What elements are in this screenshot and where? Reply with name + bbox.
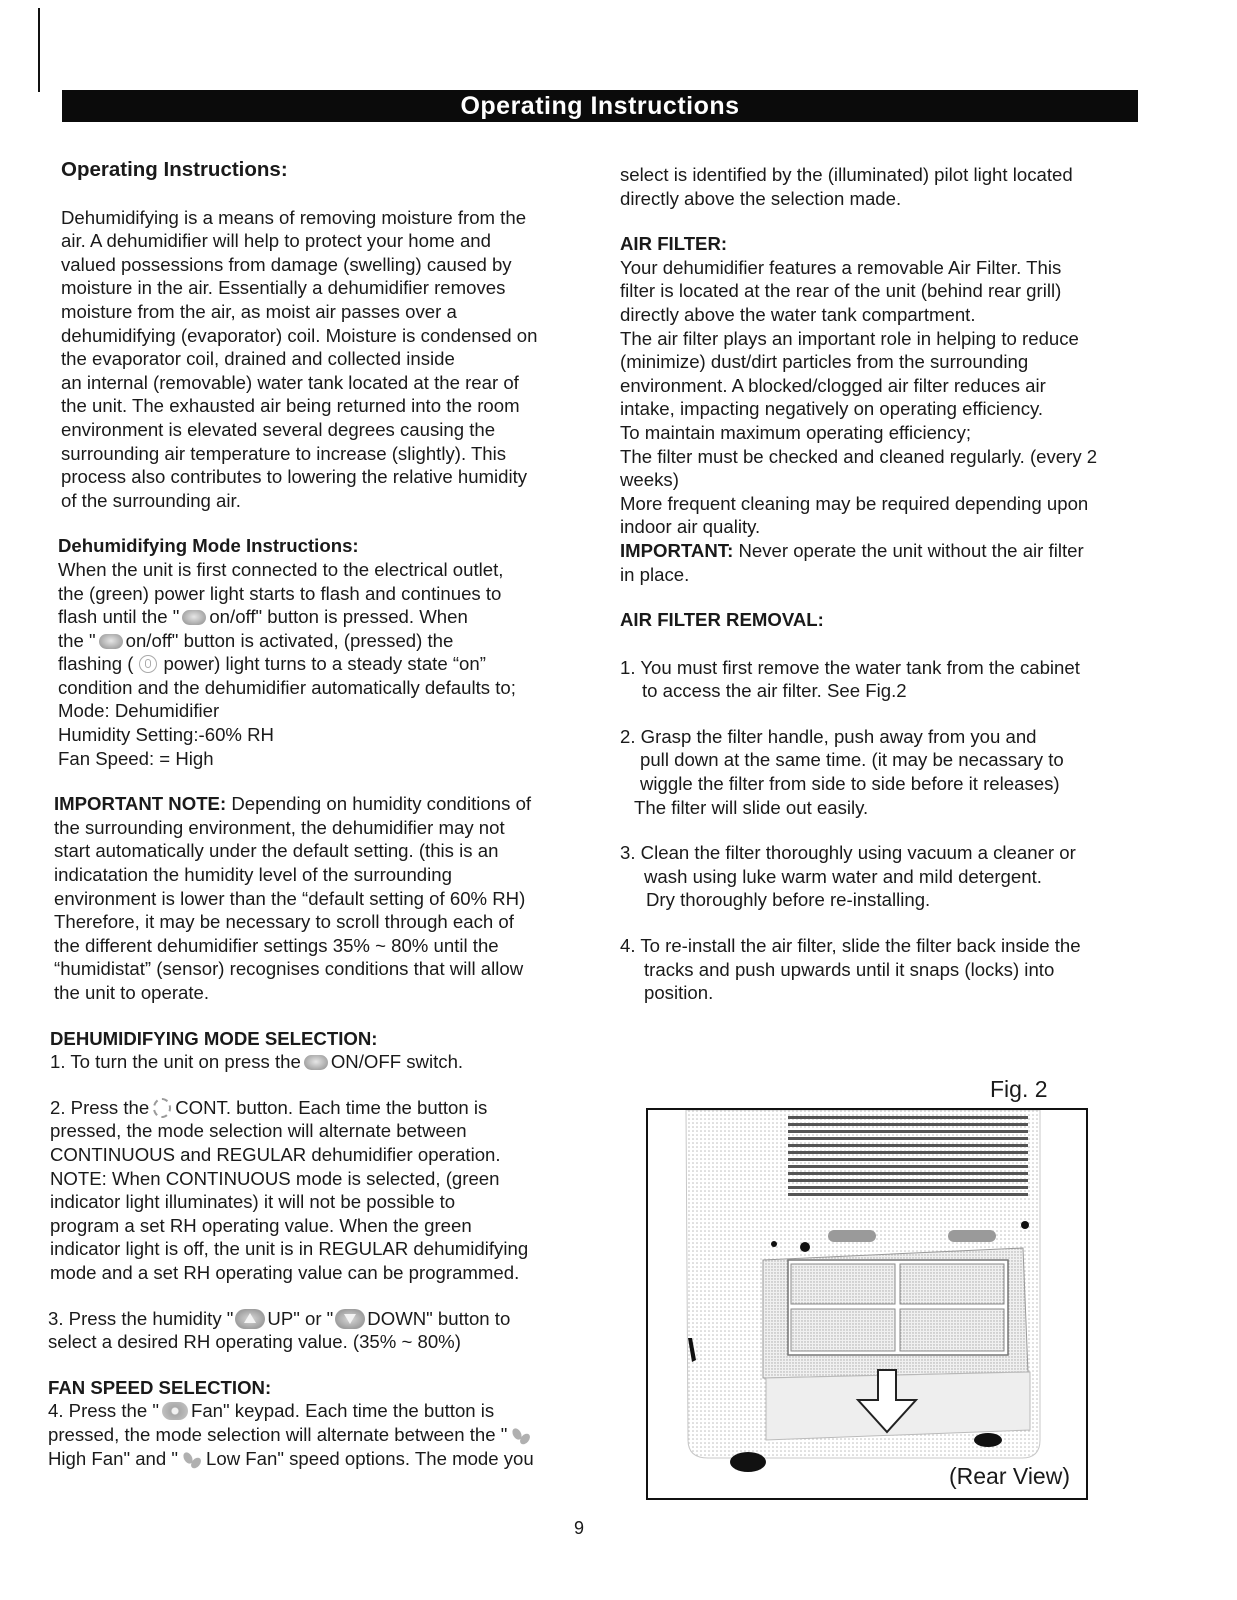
figure-label: Fig. 2 bbox=[990, 1076, 1048, 1102]
step-part: 1. To turn the unit on press the bbox=[50, 1051, 301, 1073]
air-filter-heading: AIR FILTER: bbox=[620, 233, 728, 255]
continuous-icon bbox=[153, 1098, 171, 1118]
figure-caption: (Rear View) bbox=[949, 1463, 1070, 1489]
step-part: ON/OFF switch. bbox=[330, 1051, 464, 1073]
intro-line: dehumidifying (evaporator) coil. Moisture is condensed on bbox=[61, 324, 538, 346]
note-line: Therefore, it may be necessary to scroll through each of bbox=[54, 911, 514, 933]
mode-instructions bbox=[48, 534, 583, 770]
fan-button-icon bbox=[162, 1402, 188, 1420]
selection-heading: DEHUMIDIFYING MODE SELECTION: bbox=[50, 1027, 378, 1049]
mode-line-part: on/off" button is activated, (pressed) the bbox=[125, 629, 454, 651]
step-line: NOTE: When CONTINUOUS mode is selected, (green bbox=[50, 1167, 500, 1189]
intro-line: the unit. The exhausted air being returned into the room bbox=[61, 395, 520, 417]
intro-line: Dehumidifying is a means of removing moisture from the bbox=[61, 206, 527, 228]
power-light-icon bbox=[139, 655, 157, 673]
filter-line: indoor air quality. bbox=[620, 516, 761, 538]
note-line: the surrounding environment, the dehumidifier may not bbox=[54, 816, 505, 838]
intro-line: the evaporator coil, drained and collected inside bbox=[61, 348, 455, 370]
down-arrow-icon bbox=[335, 1309, 365, 1329]
filter-line: The filter must be checked and cleaned regularly. (every 2 bbox=[620, 445, 1098, 467]
intro-line: an internal (removable) water tank located at the rear of bbox=[61, 371, 519, 393]
intro-line: environment is elevated several degrees causing the bbox=[61, 418, 496, 440]
mode-line-part: on/off" button is pressed. When bbox=[209, 606, 468, 628]
mode-line bbox=[58, 652, 583, 676]
mode-line-part: flash until the " bbox=[58, 606, 180, 628]
mode-line: the (green) power light starts to flash and continues to bbox=[58, 582, 502, 604]
step-part: CONT. button. Each time the button is bbox=[175, 1096, 488, 1118]
filter-line: directly above the water tank compartment. bbox=[620, 303, 976, 325]
mode-line-part: flashing ( bbox=[58, 653, 134, 675]
step-part: High Fan" and " bbox=[48, 1447, 179, 1469]
step-2 bbox=[48, 1096, 583, 1285]
low-fan-icon bbox=[182, 1449, 202, 1471]
filter-line: intake, impacting negatively on operating efficiency. bbox=[620, 398, 1044, 420]
important-text: Never operate the unit without the air filter bbox=[733, 539, 1084, 561]
step-line bbox=[48, 1447, 583, 1471]
mode-line: Mode: Dehumidifier bbox=[58, 700, 220, 722]
mode-line-part: power) light turns to a steady state “on” bbox=[163, 653, 486, 675]
important-label: IMPORTANT: bbox=[620, 539, 734, 561]
removal-line: 3. Clean the filter thoroughly using vacuum a cleaner or bbox=[620, 842, 1076, 864]
filter-line: More frequent cleaning may be required depending upon bbox=[620, 492, 1089, 514]
step-line bbox=[50, 1050, 583, 1074]
removal-step-4 bbox=[620, 934, 1145, 1005]
left-column bbox=[48, 158, 583, 1471]
cont-line: select is identified by the (illuminated) pilot light located bbox=[620, 164, 1073, 185]
intro-line: of the surrounding air. bbox=[61, 489, 241, 511]
right-column bbox=[620, 163, 1145, 1005]
removal-line: The filter will slide out easily. bbox=[634, 796, 869, 818]
filter-line: The air filter plays an important role in helping to reduce bbox=[620, 327, 1079, 349]
removal-line: pull down at the same time. (it may be necassary to bbox=[640, 749, 1064, 771]
note-line: “humidistat” (sensor) recognises conditions that will allow bbox=[54, 958, 524, 980]
filter-line: filter is located at the rear of the unit (behind rear grill) bbox=[620, 280, 1062, 302]
up-arrow-icon bbox=[235, 1309, 265, 1329]
header-bar bbox=[62, 90, 1138, 122]
intro-line: process also contributes to lowering the relative humidity bbox=[61, 466, 528, 488]
removal-line: 2. Grasp the filter handle, push away from you and bbox=[620, 725, 1037, 747]
intro-line: surrounding air temperature to increase (slightly). This bbox=[61, 442, 507, 464]
removal-step-1 bbox=[620, 656, 1145, 703]
note-line: the unit to operate. bbox=[54, 982, 210, 1003]
fan-heading: FAN SPEED SELECTION: bbox=[48, 1376, 272, 1398]
header-title: Operating Instructions bbox=[460, 91, 740, 120]
air-filter-section bbox=[620, 232, 1145, 586]
removal-line: tracks and push upwards until it snaps (locks) into bbox=[644, 958, 1055, 980]
step-part: 4. Press the " bbox=[48, 1400, 159, 1422]
high-fan-icon bbox=[511, 1425, 531, 1447]
filter-line: To maintain maximum operating efficiency; bbox=[620, 421, 972, 443]
step-line: mode and a set RH operating value can be programmed. bbox=[50, 1261, 520, 1283]
step-part: Low Fan" speed options. The mode you bbox=[206, 1447, 534, 1469]
removal-heading: AIR FILTER REMOVAL: bbox=[620, 609, 824, 631]
filter-line: weeks) bbox=[620, 469, 679, 491]
removal-line: 4. To re-install the air filter, slide the filter back inside the bbox=[620, 935, 1081, 957]
intro-line: air. A dehumidifier will help to protect your home and bbox=[61, 230, 491, 252]
note-line: environment is lower than the “default setting of 60% RH) bbox=[54, 887, 526, 909]
important-note bbox=[48, 792, 583, 1004]
step-line: CONTINUOUS and REGULAR dehumidifier operation. bbox=[50, 1143, 501, 1165]
step-part: Fan" keypad. Each time the button is bbox=[190, 1400, 495, 1422]
removal-line: 1. You must first remove the water tank from the cabinet bbox=[620, 656, 1080, 678]
mode-line: Fan Speed: = High bbox=[58, 747, 214, 769]
step-line: program a set RH operating value. When the green bbox=[50, 1214, 472, 1236]
figure-rear-view bbox=[646, 1108, 1088, 1500]
step-line: pressed, the mode selection will alternate between bbox=[50, 1120, 467, 1142]
mode-line: When the unit is first connected to the electrical outlet, bbox=[58, 558, 504, 580]
note-line: start automatically under the default setting. (this is an bbox=[54, 840, 499, 862]
intro-line: moisture in the air. Essentially a dehumidifier removes bbox=[61, 277, 506, 299]
filter-line: (minimize) dust/dirt particles from the surrounding bbox=[620, 351, 1029, 373]
note-label: IMPORTANT NOTE: bbox=[54, 793, 227, 815]
mode-line bbox=[58, 605, 583, 629]
filter-line: in place. bbox=[620, 563, 690, 585]
mode-heading: Dehumidifying Mode Instructions: bbox=[58, 535, 359, 557]
section-heading: Operating Instructions: bbox=[61, 158, 288, 181]
note-text: Depending on humidity conditions of bbox=[226, 793, 532, 815]
step-part: 3. Press the humidity " bbox=[48, 1307, 234, 1329]
mode-selection bbox=[48, 1027, 583, 1074]
removal-step-3 bbox=[620, 841, 1145, 912]
power-button-icon bbox=[99, 634, 123, 649]
step-line bbox=[48, 1423, 583, 1447]
step-part: UP" or " bbox=[267, 1307, 334, 1329]
continued-text bbox=[620, 163, 1145, 210]
step-line bbox=[48, 1399, 583, 1423]
mode-line: Humidity Setting:-60% RH bbox=[58, 724, 274, 746]
filter-line bbox=[620, 539, 1145, 563]
power-button-icon bbox=[182, 610, 206, 625]
removal-step-2 bbox=[620, 725, 1145, 819]
step-line: indicator light illuminates) it will not be possible to bbox=[50, 1191, 456, 1213]
step-part: DOWN" button to bbox=[367, 1307, 511, 1329]
step-part: 2. Press the bbox=[50, 1096, 150, 1118]
step-line: indicator light is off, the unit is in REGULAR dehumidifying bbox=[50, 1238, 529, 1260]
note-line: indicatation the humidity level of the surrounding bbox=[54, 864, 452, 886]
filter-line: environment. A blocked/clogged air filter reduces air bbox=[620, 374, 1046, 396]
fan-speed-selection bbox=[48, 1376, 583, 1471]
note-line: the different dehumidifier settings 35% ~ 80% until the bbox=[54, 934, 499, 956]
cont-line: directly above the selection made. bbox=[620, 187, 902, 209]
removal-line: wiggle the filter from side to side before it releases) bbox=[640, 773, 1060, 795]
note-line bbox=[54, 792, 583, 816]
page-number: 9 bbox=[574, 1518, 585, 1538]
step-line: select a desired RH operating value. (35% ~ 80%) bbox=[48, 1331, 461, 1353]
removal-line: position. bbox=[644, 982, 714, 1004]
filter-line: Your dehumidifier features a removable Air Filter. This bbox=[620, 256, 1062, 278]
step-line bbox=[50, 1096, 583, 1120]
dehumidifier-rear-illustration bbox=[648, 1110, 1086, 1498]
intro-line: moisture from the air, as moist air passes over a bbox=[61, 300, 457, 322]
mode-line bbox=[58, 629, 583, 653]
mode-line: condition and the dehumidifier automatically defaults to; bbox=[58, 676, 516, 698]
step-3 bbox=[48, 1307, 583, 1354]
removal-line: Dry thoroughly before re-installing. bbox=[646, 889, 931, 911]
intro-paragraph bbox=[48, 206, 583, 513]
mode-line-part: the " bbox=[58, 629, 96, 651]
removal-line: to access the air filter. See Fig.2 bbox=[642, 680, 907, 702]
intro-line: valued possessions from damage (swelling) caused by bbox=[61, 253, 512, 275]
removal-line: wash using luke warm water and mild detergent. bbox=[644, 865, 1042, 887]
power-button-icon bbox=[304, 1055, 328, 1070]
step-line bbox=[48, 1307, 583, 1331]
step-part: pressed, the mode selection will alternate between the " bbox=[48, 1423, 508, 1445]
margin-line bbox=[38, 8, 40, 92]
